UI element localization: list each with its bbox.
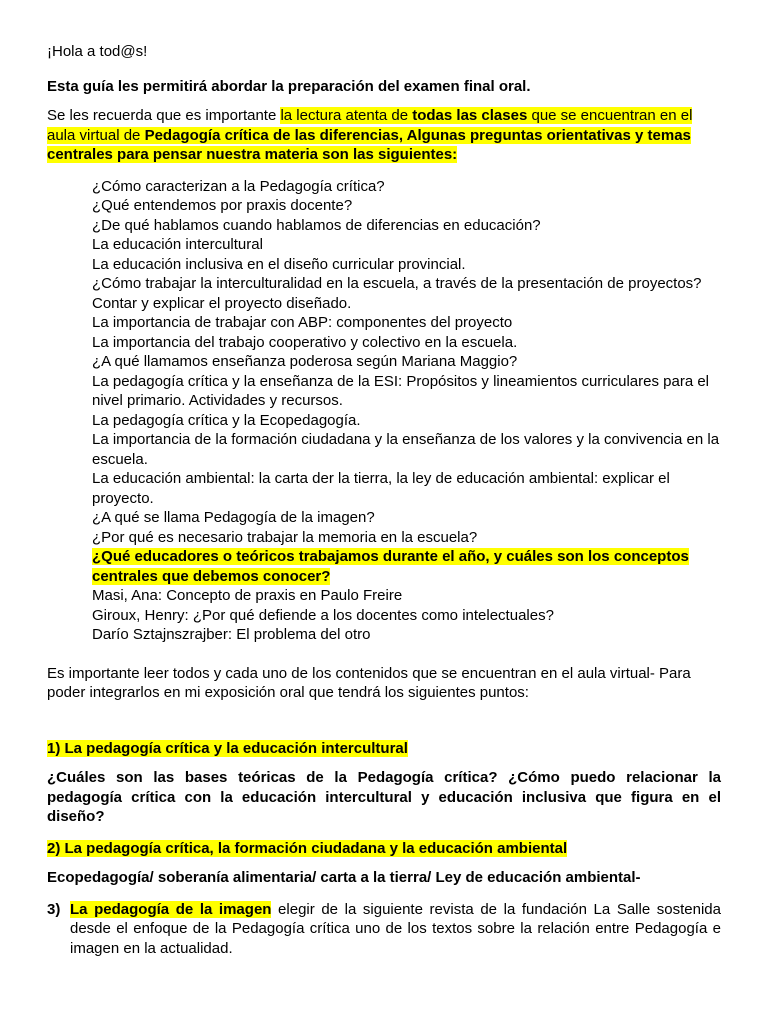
section-3-text [70,900,721,959]
intro-highlight-2: que se encuentran en el aula virtual de [47,107,693,144]
question-item: ¿Por qué es necesario trabajar la memoria en la escuela? [92,528,478,546]
author-item: Giroux, Henry: ¿Por qué defiende a los docentes como intelectuales? [92,606,554,624]
educators-question-text: ¿Qué educadores o teóricos trabajamos durante el año, y cuáles son los conceptos centrales que debemos conocer? [92,548,689,585]
section-3-body: elegir de la siguiente revista de la fundación La Salle sostenida desde el enfoque de la Pedagogía crítica uno de los textos sobre la relación entre Pedagogía e imagen en la actualidad. [70,900,721,957]
author-item: Masi, Ana: Concepto de praxis en Paulo Freire [92,587,403,604]
section-1-heading-text: 1) La pedagogía crítica y la educación intercultural [47,739,408,757]
section-1-heading [47,739,721,759]
section-3-heading: La pedagogía de la imagen [70,900,272,918]
question-item: ¿De qué hablamos cuando hablamos de diferencias en educación? [92,216,541,234]
integration-paragraph: Es importante leer todos y cada uno de los contenidos que se encuentran en el aula virtual- Para poder integrarlos en mi exposición oral que tendrá los siguientes puntos: [47,664,691,701]
section-2-body: Ecopedagogía/ soberanía alimentaria/ carta a la tierra/ Ley de educación ambiental- [47,869,641,886]
question-item: La importancia del trabajo cooperativo y colectivo en la escuela. [92,333,518,351]
intro-text-1: Se les recuerda que es importante [47,107,281,124]
document-page [47,42,721,958]
section-2-heading [47,839,721,859]
question-item: ¿Cómo trabajar la interculturalidad en la escuela, a través de la presentación de proyectos? Contar y explicar el proyecto diseñado. [92,275,702,312]
question-item: ¿Qué entendemos por praxis docente? [92,197,353,214]
question-item: La pedagogía crítica y la enseñanza de la ESI: Propósitos y lineamientos curriculares para el nivel primario. Actividades y recursos. [92,372,710,409]
intro-highlight-bold-1: todas las clases [412,107,528,124]
question-item: La educación inclusiva en el diseño curricular provincial. [92,255,466,273]
guide-subtitle: Esta guía les permitirá abordar la preparación del examen final oral. [47,77,531,95]
question-item: La importancia de la formación ciudadana y la enseñanza de los valores y la convivencia en la escuela. [92,431,720,468]
intro-highlight-bold-2: , Algunas preguntas orientativas y temas centrales para pensar nuestra materia son las siguientes: [47,126,691,163]
section-1-body: ¿Cuáles son las bases teóricas de la Pedagogía crítica? ¿Cómo puedo relacionar la pedagogía crítica con la educación intercultural y educación inclusiva que figura en el diseño? [47,769,721,825]
question-item: La educación intercultural [92,236,263,253]
question-item: La educación ambiental: la carta der la tierra, la ley de educación ambiental: explicar el proyecto. [92,470,670,507]
question-item: ¿A qué llamamos enseñanza poderosa según Mariana Maggio? [92,353,518,370]
question-item: ¿A qué se llama Pedagogía de la imagen? [92,509,375,526]
question-item: La pedagogía crítica y la Ecopedagogía. [92,411,361,429]
intro-highlight-1: la lectura atenta de [280,107,413,124]
intro-course-name: Pedagogía crítica de las diferencias [144,126,399,144]
section-3-number: 3) [47,900,61,918]
greeting: ¡Hola a tod@s! [47,43,148,60]
intro-paragraph [47,106,721,165]
section-2-heading-text: 2) La pedagogía crítica, la formación ciudadana y la educación ambiental [47,839,568,857]
question-list [92,177,721,645]
question-item: La importancia de trabajar con ABP: componentes del proyecto [92,314,513,331]
section-3 [47,900,721,959]
educators-question [92,547,721,586]
question-item: ¿Cómo caracterizan a la Pedagogía crítica? [92,177,385,195]
author-item: Darío Sztajnszrajber: El problema del otro [92,626,371,643]
